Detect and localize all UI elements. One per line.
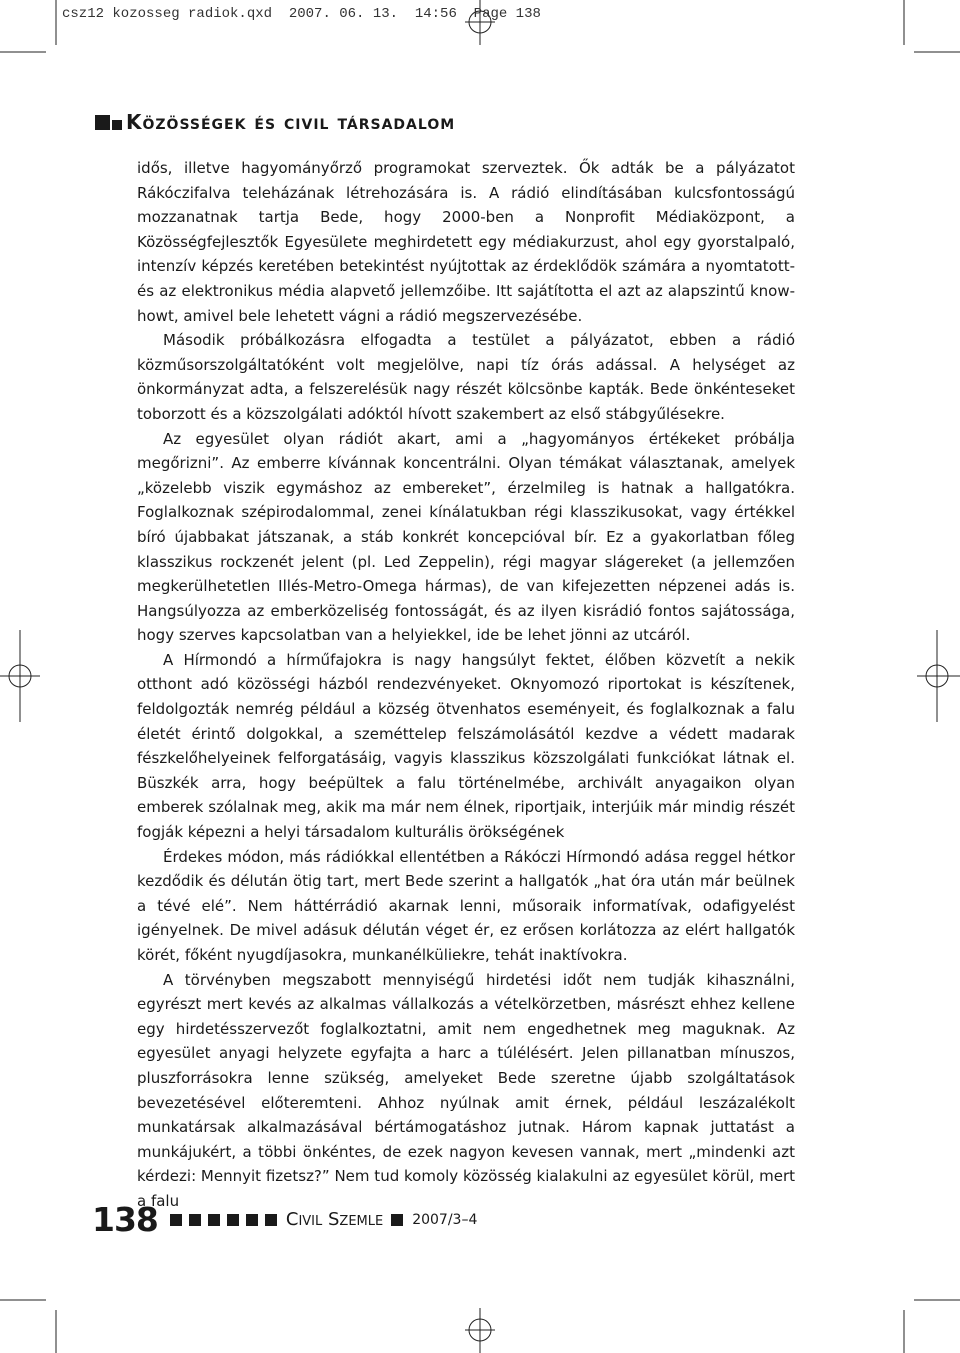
- paragraph: Az egyesület olyan rádiót akart, ami a „hagyományos értékeket próbálja megőrizni”. Az emberre kívánnak koncentrálni. Olyan témákat választanak, amelyek „közelebb viszik egymáshoz az embereket”, érzelmileg is hatnak a hallgatókra. Foglalkoznak szépirodalommal, zenei kínálatukban régi klasszikusokat, vagy értékkel bíró újabbakat játszanak, a stáb konkrét koncepcióval bír. Ez a gyakorlatban főleg klasszikus rockzenét jelent (pl. Led Zeppelin), régi magyar slágereket (a jellemzően megkerülhetetlen Illés-Metro-Omega hármas), de van kifejezetten népzenei adás is. Hangsúlyozza az emberközeliség fontosságát, és az ilyen kisrádió fontos sajátossága, hogy szerves kapcsolatban van a helyiekkel, ide be lehet jönni az utcáról.: [137, 429, 795, 645]
- paragraph: A törvényben megszabott mennyiségű hirdetési időt nem tudják kihasználni, egyrészt mert kevés az alkalmas vállalkozás a vételkörzetben, másrészt ehhez kellene egy hirdetésszervezőt foglalkoztatni, amit nem engedhetnek meg maguknak. Az egyesület anyagi helyzete egyfajta a harc a túlélésért. Jelen pillanatban mínuszos, pluszforrásokra lenne szükség, amelyeket Bede szeretne újabb szolgáltatások bevezetésével előteremteni. Ahhoz nyúlnak amit érnek, például leszázalékolt munkatársak alkalmazásával bértámogatáshoz jutnak. Három kapnak juttatást a munkájukért, a többi önkéntes, de ezek nagyon kevesen vannak, mert „mindenki azt kérdezi: Mennyit fizetsz?” Nem tud komoly közösség kialakulni az egyesület körül, mert a falu: [137, 970, 795, 1210]
- paragraph: Érdekes módon, más rádiókkal ellentétben a Rákóczi Hírmondó adása reggel hétkor kezdődik és délután ötig tart, mert Bede szerint a hallgatók „hat óra után már beülnek a tévé elé”. Nem háttérrádió akarnak lenni, műsoraik informatívak, odafigyelést igényelnek. De mivel adásuk délután véget ér, ez erősen korlátozza az elért hallgatók körét, főként nyugdíjasokra, munkanélküliekre, tehát inaktívokra.: [137, 847, 795, 964]
- journal-name: Civil Szemle: [285, 1209, 384, 1230]
- square-bullet-icon: [95, 115, 122, 130]
- square-bullet-icon: [170, 1214, 182, 1226]
- square-bullet-icon: [189, 1214, 201, 1226]
- paragraph: idős, illetve hagyományőrző programokat szerveztek. Ők adták be a pályázatot Rákóczifalva teleházának létrehozására is. A rádió elindításában kulcsfontosságú mozzanatnak tartja Bede, hogy 2000-ben a Nonprofit Médiaközpont, a Közösségfejlesztők Egyesülete meghirdetett egy médiakurzust, ahol egy gyorstalpaló, intenzív képzés keretében betekintést nyújtottak az érdeklődök számára a nyomtatott- és az elektronikus média alapvető jellemzőibe. Itt sajátította el azt az alapszintű know-howt, amivel bele lehetett vágni a rádió megszervezésébe.: [137, 159, 795, 325]
- square-bullet-icon: [265, 1214, 277, 1226]
- square-bullet-icon: [246, 1214, 258, 1226]
- paragraph: A Hírmondó a hírműfajokra is nagy hangsúlyt fektet, élőben közvetít a nekik otthont adó közösségi házból rendezvényeket. Oknyomozó riportokat is készítenek, feldolgozták nemrég például a község ötvenhatos eseményeit, és foglalkoznak a falu életét érintő dolgokkal, a szeméttelep felszámolásától kezdve a védett madarak fészkelőhelyeinek felforgatásáig, vagyis klasszikus közszolgálati funkciókat látnak el. Büszkék arra, hogy beépültek a falu történelmébe, archivált anyagaikon olyan emberek szólalnak meg, akik ma már nem élnek, riportjaik, interjúik már mindig részét fogják képezni a helyi társadalom kulturális örökségének: [137, 650, 795, 842]
- print-slug: csz12 kozosseg radiok.qxd 2007. 06. 13. 14:56 Page 138: [62, 6, 541, 22]
- square-bullet-icon: [391, 1214, 403, 1226]
- section-header: [95, 110, 455, 134]
- square-bullet-icon: [208, 1214, 220, 1226]
- paragraph: Második próbálkozásra elfogadta a testület a pályázatot, ebben a rádió közműsorszolgáltatóként volt megjelölve, napi tíz órás adással. A helységet az önkormányzat adta, a felszerelésük nagy részét kölcsönbe kapták. Bede önkénteseket toborzott és a közszolgálati adóktól hívott szakembert az első stábgyűlésekre.: [137, 331, 795, 423]
- section-title: Közösségek és civil társadalom: [126, 110, 456, 134]
- issue-number: 2007/3–4: [412, 1211, 478, 1228]
- page-number: 138: [92, 1200, 158, 1239]
- article-body: [137, 156, 795, 1214]
- page-footer: [92, 1200, 477, 1239]
- square-bullet-icon: [227, 1214, 239, 1226]
